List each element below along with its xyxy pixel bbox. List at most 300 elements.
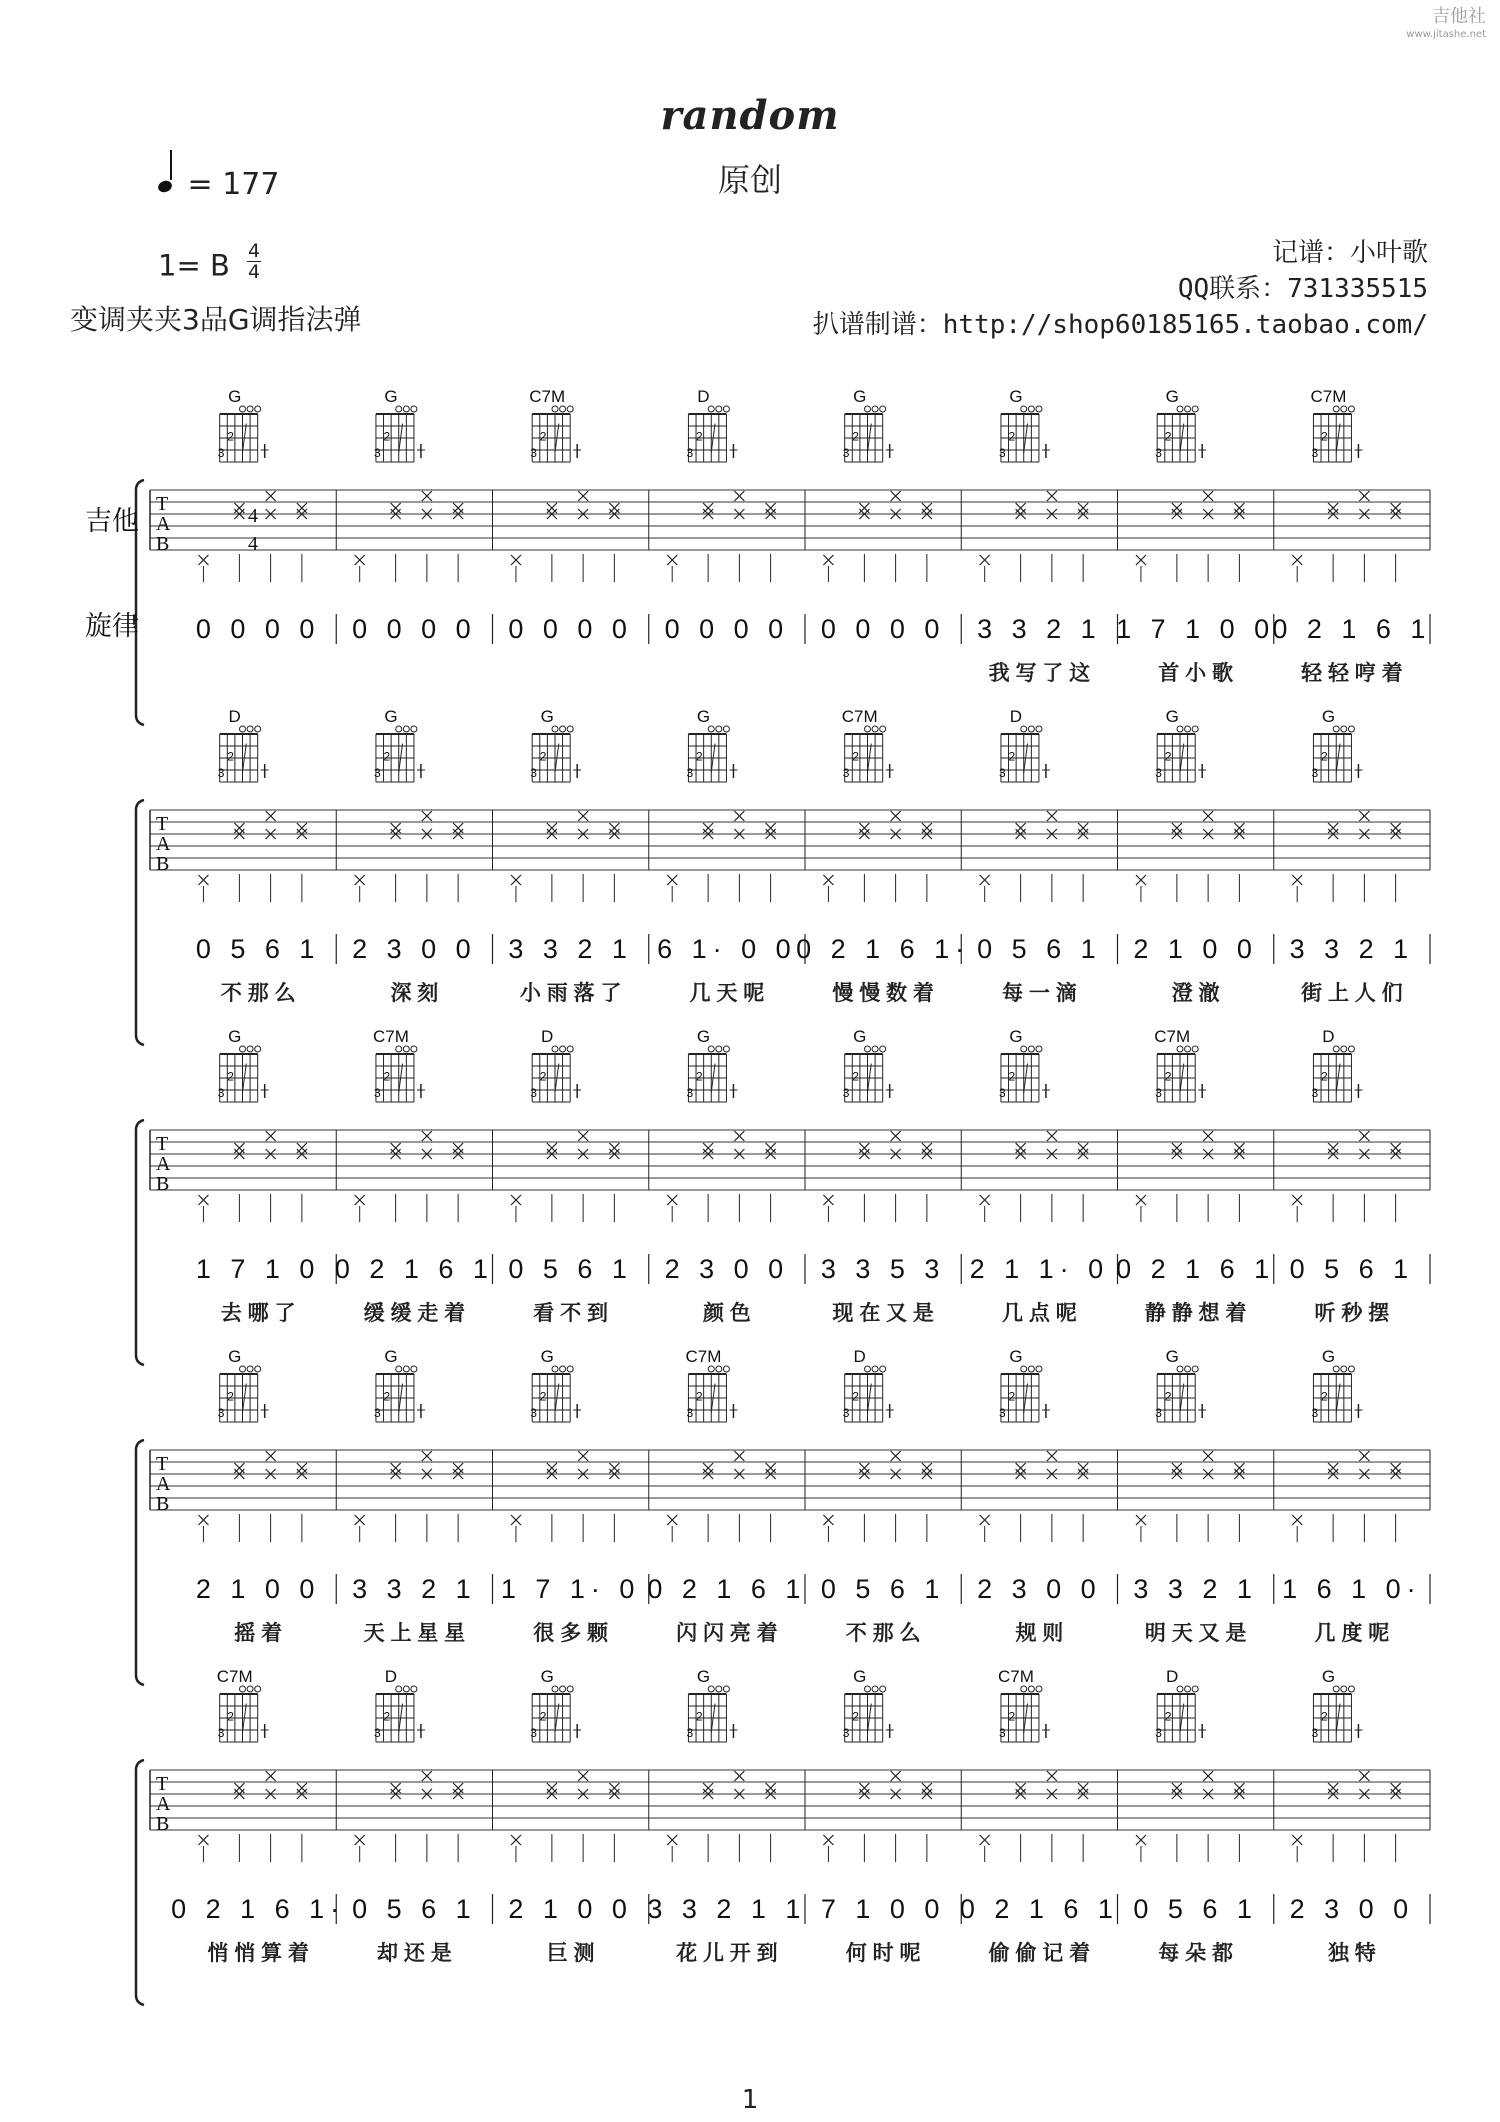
chord-name: D [1166,1667,1179,1686]
lyric-measure: 去 哪 了 [220,1302,296,1325]
watermark-logo: 吉他社 www.jitashe.net [1406,6,1486,40]
svg-text:2: 2 [1321,749,1328,764]
svg-text:2: 2 [539,1389,547,1404]
melody-measure: 3 3 2 1 [508,934,633,964]
svg-text:A: A [156,833,171,855]
chord-name: D [384,1667,398,1686]
score-system [136,1347,1430,1685]
melody-measure: 2 1 0 0 [195,1574,321,1604]
svg-text:2: 2 [539,1069,547,1084]
melody-measure: 3 3 2 1 1 [647,1894,807,1924]
melody-measure: 0 2 1 6 1 [334,1254,494,1284]
measure [511,1027,649,1222]
chord-diagram-icon [530,1366,581,1422]
chord-name: D [1009,707,1023,726]
chord-diagram-icon [686,726,737,782]
svg-text:2: 2 [1164,749,1172,764]
lyric-measure: 摇 着 [234,1622,283,1645]
chord-name: G [1009,1347,1023,1366]
lyrics-row [234,1621,1389,1645]
svg-text:3: 3 [217,1406,225,1421]
svg-text:3: 3 [1311,446,1319,461]
chord-name: G [228,1347,242,1366]
svg-text:3: 3 [686,446,694,461]
svg-text:3: 3 [842,446,850,461]
melody-measure: 0 0 0 0 [508,614,633,644]
measure [1292,387,1430,582]
lyric-measure: 小 雨 落 了 [519,982,622,1005]
chord-name: C7M [216,1667,253,1686]
svg-text:T: T [156,813,169,835]
measure [1292,1347,1430,1542]
lyric-measure: 花 儿 开 到 [676,1942,778,1965]
svg-text:3: 3 [998,1086,1006,1101]
chord-diagram-icon [218,1366,269,1422]
svg-text:3: 3 [686,1406,694,1421]
svg-text:B: B [156,1173,170,1195]
svg-text:2: 2 [696,1069,703,1084]
chord-diagram-icon [1155,1686,1206,1742]
chord-diagram-icon [999,1686,1050,1742]
melody-measure: 3 3 2 1 [1133,1574,1258,1604]
svg-text:2: 2 [1008,1069,1016,1084]
melody-measure: 2 1 1· 0 [969,1254,1110,1284]
melody-row [196,934,1430,964]
svg-text:3: 3 [1311,766,1319,781]
chord-name: G [540,1667,554,1686]
svg-text:2: 2 [852,749,859,764]
measure [980,707,1118,902]
lyrics-row [221,981,1403,1005]
track-label-guitar: 吉他 [85,506,139,536]
song-title: random [660,92,840,139]
chord-diagram-icon [843,406,894,462]
svg-text:2: 2 [1164,1709,1172,1724]
svg-text:2: 2 [852,1069,859,1084]
melody-measure: 0 0 0 0 [352,614,477,644]
svg-text:3: 3 [217,766,225,781]
measure [511,1667,649,1862]
melody-measure: 3 3 2 1 [1289,934,1415,964]
measure [1136,1027,1274,1222]
measure [1292,1667,1430,1862]
lyric-measure: 看 不 到 [533,1302,608,1325]
lyric-measure: 每 一 滴 [1002,982,1077,1005]
svg-text:2: 2 [227,429,234,444]
chord-name: G [1165,1347,1179,1366]
svg-text:3: 3 [1155,1086,1162,1101]
score-system [136,1027,1430,1365]
chord-diagram-icon [1155,1046,1206,1102]
chord-diagram-icon [1311,726,1362,782]
lyric-measure: 悄 悄 算 着 [207,1942,309,1965]
svg-text:B: B [156,1813,170,1835]
svg-text:2: 2 [227,1069,234,1084]
melody-measure: 2 3 0 0 [664,1254,790,1284]
svg-text:2: 2 [852,1709,859,1724]
chord-diagram-icon [686,1046,737,1102]
chord-name: C7M [1154,1027,1191,1046]
svg-text:2: 2 [1164,429,1172,444]
melody-measure: 3 3 5 3 [820,1254,946,1284]
svg-text:3: 3 [1155,1406,1162,1421]
chord-diagram-icon [218,1046,269,1102]
chord-diagram-icon [218,726,269,782]
lyric-measure: 深 刻 [390,982,439,1005]
svg-text:3: 3 [842,1726,850,1741]
svg-text:2: 2 [227,749,234,764]
chord-diagram-icon [1311,406,1362,462]
lyric-measure: 天 上 星 星 [363,1622,466,1645]
svg-text:3: 3 [686,1726,694,1741]
measure [1292,1027,1430,1222]
melody-measure: 1 7 1 0 0 [1116,614,1276,644]
svg-text:A: A [156,1793,171,1815]
chord-diagram-icon [843,726,894,782]
score-system [136,1667,1430,2005]
chord-diagram-icon [530,406,581,462]
melody-measure: 0 2 1 6 1 [647,1574,807,1604]
measure [980,1667,1118,1862]
chord-diagram-icon [530,1046,581,1102]
chord-diagram-icon [999,1046,1050,1102]
svg-text:3: 3 [217,446,225,461]
lyric-measure: 几 天 呢 [689,982,765,1005]
measure [355,707,493,902]
measure [667,1667,805,1862]
measure [823,707,961,902]
chord-name: G [228,1027,242,1046]
melody-row [196,1254,1430,1284]
melody-measure: 2 3 0 0 [352,934,477,964]
lyric-measure: 缓 缓 走 着 [363,1302,466,1325]
lyric-measure: 每 朵 都 [1158,1942,1233,1965]
melody-measure: 0 5 6 1 [352,1894,477,1924]
measure [823,1667,961,1862]
svg-text:3: 3 [686,1086,694,1101]
melody-measure: 3 3 2 1 [352,1574,477,1604]
lyrics-row [207,1941,1375,1965]
measure [1136,1347,1274,1542]
measure [198,1027,336,1222]
melody-measure: 2 1 0 0 [508,1894,633,1924]
melody-measure: 6 1· 0 0 [657,934,797,964]
svg-text:2: 2 [1321,1069,1328,1084]
chord-name: G [384,1347,398,1366]
lyric-measure: 几 点 呢 [1002,1302,1077,1325]
measure [980,387,1118,582]
chord-diagram-icon [374,1366,425,1422]
page-number: 1 [741,2085,759,2115]
svg-text:2: 2 [696,1709,703,1724]
chord-diagram-icon [1155,406,1206,462]
svg-text:2: 2 [1164,1069,1172,1084]
svg-text:2: 2 [1164,1389,1172,1404]
chord-name: C7M [372,1027,409,1046]
svg-text:3: 3 [530,1726,537,1741]
lyric-measure: 不 那 么 [220,982,296,1005]
chord-diagram-icon [686,406,737,462]
measure [667,387,805,582]
melody-row [196,1574,1430,1604]
chord-diagram-icon [374,1686,425,1742]
melody-measure: 2 1 0 0 [1133,934,1258,964]
measure [511,707,649,902]
credit-transcriber: 记谱：小叶歌 [1271,238,1428,268]
svg-text:3: 3 [373,1406,381,1421]
svg-text:3: 3 [998,766,1006,781]
lyrics-row [221,1301,1389,1325]
chord-name: G [384,707,398,726]
svg-text:3: 3 [373,446,381,461]
svg-text:2: 2 [539,429,547,444]
lyric-measure: 颜 色 [702,1302,751,1325]
chord-name: G [696,1667,711,1686]
svg-text:3: 3 [217,1726,225,1741]
melody-measure: 1 7 1· 0 [500,1574,641,1604]
melody-measure: 0 5 6 1 [1133,1894,1258,1924]
chord-diagram-icon [374,406,425,462]
chord-name: G [1009,1027,1023,1046]
svg-text:2: 2 [1321,1389,1328,1404]
measure [355,1027,493,1222]
chord-name: G [696,1027,711,1046]
chord-name: G [540,1347,554,1366]
lyric-measure: 巨 测 [546,1942,595,1965]
chord-name: G [1009,387,1023,406]
chord-diagram-icon [530,726,581,782]
measure [823,387,961,582]
svg-text:3: 3 [530,446,537,461]
measure [1136,387,1274,582]
measure [355,1347,493,1542]
chord-name: G [853,1667,867,1686]
chord-name: C7M [1310,387,1347,406]
svg-text:T: T [156,1133,169,1155]
chord-name: C7M [997,1667,1034,1686]
chord-diagram-icon [374,1046,425,1102]
lyric-measure: 轻 轻 哼 着 [1301,662,1403,685]
svg-text:3: 3 [1311,1086,1319,1101]
svg-text:3: 3 [686,766,694,781]
svg-text:A: A [156,1473,171,1495]
tempo-value: = 177 [187,167,280,202]
lyric-measure: 现 在 又 是 [832,1302,934,1325]
chord-name: G [228,387,242,406]
chord-name: C7M [685,1347,722,1366]
chord-name: G [1165,707,1179,726]
chord-diagram-icon [1311,1686,1362,1742]
melody-measure: 0 0 0 0 [664,614,790,644]
song-subtitle: 原创 [717,161,782,199]
svg-text:A: A [156,513,171,535]
chord-diagram-icon [843,1046,894,1102]
svg-text:2: 2 [852,1389,859,1404]
melody-measure: 3 3 2 1 [977,614,1102,644]
chord-name: C7M [529,387,566,406]
svg-text:3: 3 [998,1406,1006,1421]
lyric-measure: 独 特 [1327,1942,1376,1965]
melody-measure: 7 1 0 0 [820,1894,946,1924]
svg-text:2: 2 [383,1709,391,1724]
system-bracket [136,1120,144,1365]
svg-text:3: 3 [530,766,537,781]
melody-measure: 2 3 0 0 [977,1574,1102,1604]
chord-diagram-icon [1155,1366,1206,1422]
measure [355,387,493,582]
melody-measure: 0 2 1 6 1· [796,934,971,964]
measure [1136,1667,1274,1862]
tab-meter-bottom: 4 [248,533,258,555]
system-bracket [136,1440,144,1685]
measure [511,1347,649,1542]
svg-text:B: B [156,1493,170,1515]
capo-instruction: 变调夹夹3品G调指法弹 [70,303,362,336]
svg-text:2: 2 [539,1709,547,1724]
svg-text:2: 2 [383,749,391,764]
measure [980,1027,1118,1222]
chord-name: D [697,387,710,406]
chord-name: D [853,1347,866,1366]
lyric-measure: 规 则 [1015,1622,1064,1645]
svg-text:3: 3 [530,1086,537,1101]
svg-text:2: 2 [539,749,547,764]
svg-text:3: 3 [998,1726,1006,1741]
chord-name: C7M [841,707,878,726]
chord-name: G [384,387,398,406]
lyric-measure: 澄 澈 [1171,982,1220,1005]
track-label-melody: 旋律 [85,611,139,641]
chord-name: D [228,707,241,726]
svg-text:3: 3 [1155,446,1162,461]
chord-diagram-icon [843,1366,894,1422]
svg-text:3: 3 [217,1086,225,1101]
chord-diagram-icon [374,726,425,782]
chord-name: D [1322,1027,1335,1046]
svg-text:2: 2 [1321,429,1328,444]
chord-name: G [853,387,867,406]
melody-row [171,1894,1430,1924]
svg-text:2: 2 [227,1709,234,1724]
svg-text:3: 3 [1311,1406,1319,1421]
lyric-measure: 何 时 呢 [845,1942,921,1965]
credit-shop: 扒谱制谱：http://shop60185165.taobao.com/ [812,310,1428,340]
system-bracket [136,1760,144,2005]
tab-meter-top: 4 [248,505,258,527]
svg-text:A: A [156,1153,171,1175]
svg-text:B: B [156,533,170,555]
svg-text:B: B [156,853,170,875]
chord-name: G [540,707,554,726]
lyric-measure: 偷 偷 记 着 [988,1942,1091,1965]
lyric-measure: 不 那 么 [845,1622,921,1645]
svg-text:3: 3 [1155,766,1162,781]
melody-measure: 0 2 1 6 1 [959,1894,1119,1924]
measure [198,707,336,902]
lyric-measure: 我 写 了 这 [988,662,1091,685]
chord-name: D [541,1027,554,1046]
melody-measure: 0 5 6 1 [195,934,321,964]
lyric-measure: 很 多 颗 [533,1622,608,1645]
melody-measure: 0 5 6 1 [508,1254,633,1284]
system-bracket [136,800,144,1045]
measure [355,1667,493,1862]
measure [823,1027,961,1222]
chord-diagram-icon [1311,1046,1362,1102]
measure [980,1347,1118,1542]
svg-text:3: 3 [842,1406,850,1421]
measure [1292,707,1430,902]
lyric-measure: 首 小 歌 [1158,662,1233,685]
svg-text:2: 2 [383,1389,391,1404]
svg-text:3: 3 [1155,1726,1162,1741]
svg-text:T: T [156,1773,169,1795]
lyric-measure: 几 度 呢 [1314,1622,1390,1645]
chord-diagram-icon [999,726,1050,782]
chord-name: G [1321,1347,1336,1366]
lyric-measure: 慢 慢 数 着 [832,982,934,1005]
chord-name: G [853,1027,867,1046]
melody-measure: 0 2 1 6 1· [171,1894,346,1924]
chord-diagram-icon [530,1686,581,1742]
svg-text:2: 2 [1008,749,1016,764]
svg-text:2: 2 [1008,429,1016,444]
chord-diagram-icon [843,1686,894,1742]
chord-diagram-icon [686,1366,737,1422]
key-label: 1= B [158,248,230,283]
chord-name: G [1165,387,1179,406]
chord-name: G [696,707,711,726]
svg-text:3: 3 [373,766,381,781]
chord-name: G [1321,707,1336,726]
svg-text:3: 3 [998,446,1006,461]
melody-measure: 0 5 6 1 [820,1574,946,1604]
score-system [136,707,1430,1045]
melody-measure: 1 6 1 0· [1282,1574,1422,1604]
svg-text:2: 2 [696,1389,703,1404]
melody-measure: 0 0 0 0 [820,614,946,644]
svg-text:2: 2 [696,749,703,764]
lyric-measure: 却 还 是 [377,1942,452,1965]
svg-text:3: 3 [373,1726,381,1741]
lyric-measure: 闪 闪 亮 着 [676,1622,778,1645]
chord-diagram-icon [218,1686,269,1742]
melody-measure: 0 2 1 6 1 [1272,614,1432,644]
measure [198,1667,336,1862]
svg-text:2: 2 [383,1069,391,1084]
svg-text:2: 2 [383,429,391,444]
svg-text:3: 3 [842,1086,850,1101]
svg-text:T: T [156,493,169,515]
melody-measure: 0 5 6 1 [977,934,1102,964]
chord-diagram-icon [686,1686,737,1742]
measure [511,387,649,582]
svg-text:2: 2 [1008,1389,1016,1404]
melody-row [196,614,1432,644]
svg-text:3: 3 [373,1086,381,1101]
chord-diagram-icon [999,406,1050,462]
lyric-measure: 街 上 人 们 [1301,982,1403,1005]
melody-measure: 0 0 0 0 [195,614,321,644]
svg-text:T: T [156,1453,169,1475]
chord-diagram-icon [1311,1366,1362,1422]
svg-text:3: 3 [530,1406,537,1421]
svg-text:2: 2 [227,1389,234,1404]
measure [198,387,336,582]
melody-measure: 2 3 0 0 [1289,1894,1415,1924]
measure [198,1347,336,1542]
lyric-measure: 听 秒 摆 [1314,1302,1390,1325]
